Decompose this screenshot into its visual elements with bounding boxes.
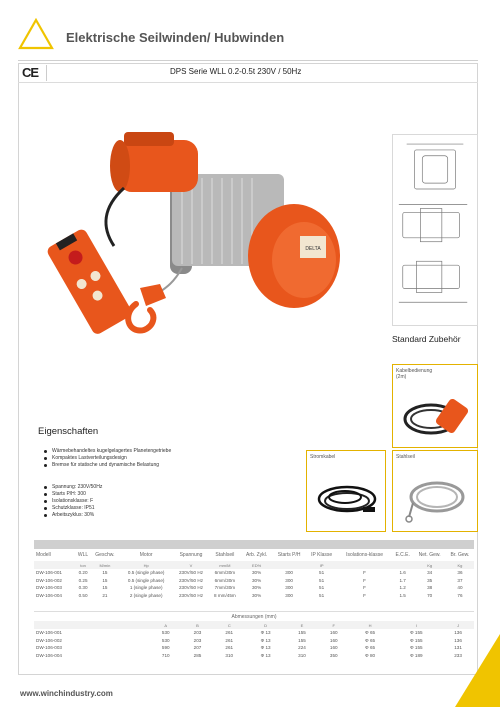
table-header: Modell (36, 552, 51, 558)
table-unit: ton (75, 561, 90, 569)
table-cell: Ф 155 (410, 637, 423, 643)
corner-accent-shape (455, 634, 500, 707)
table-cell: 30% (252, 592, 262, 598)
table-cell: 261 (225, 630, 234, 636)
table-cell: 300 (285, 585, 293, 591)
svg-text:DELTA: DELTA (305, 246, 321, 252)
table-row (34, 584, 474, 592)
table-unit (272, 561, 306, 569)
table-cell: 51 (319, 570, 325, 576)
accessory-steel-rope-label: Stahlseil (396, 454, 415, 460)
specs-table (34, 549, 474, 599)
table-cell: 30% (252, 570, 262, 576)
table-cell: 155 (298, 630, 306, 636)
table-cell: 230V/50 Hz (179, 585, 204, 591)
table-row (34, 577, 474, 585)
table-cell: 590 (161, 645, 170, 651)
table-cell: 136 (454, 630, 462, 636)
accessory-power-cable-label: Stromkabel (310, 454, 336, 460)
dimension-header: H (350, 621, 391, 629)
table-cell: 261 (225, 637, 234, 643)
table-cell: 1 (single phase) (129, 585, 163, 591)
table-cell: DW-106-004 (36, 652, 62, 658)
dimension-header: I (391, 621, 443, 629)
winch-product-image (32, 118, 362, 346)
table-cell: 224 (298, 645, 306, 651)
table-cell: Ф 65 (365, 630, 376, 636)
table-cell: 710 (161, 652, 170, 658)
table-cell: DW-106-003 (36, 585, 62, 591)
table-cell: 0.5 (single phase) (127, 577, 165, 583)
triangle-logo-icon (18, 18, 54, 50)
table-unit: ED% (241, 561, 272, 569)
feature-item: Wärmebehandeltes kugelgelagertes Planetengetriebe (44, 448, 171, 455)
table-cell: 261 (225, 645, 234, 651)
table-cell: 160 (329, 637, 338, 643)
table-cell: 0.30 (78, 585, 88, 591)
table-unit: Kg (446, 561, 474, 569)
table-cell: Ф 80 (365, 652, 376, 658)
table-cell: 15 (102, 585, 108, 591)
table-cell: 310 (298, 652, 306, 658)
table-header-row (34, 549, 474, 561)
table-cell: 30% (252, 577, 262, 583)
title-divider (18, 82, 478, 83)
table-unit: M/min (91, 561, 119, 569)
table-unit (392, 561, 413, 569)
table-cell: DW-106-003 (36, 645, 62, 651)
table-unit: V (173, 561, 209, 569)
steel-rope-image (399, 473, 473, 527)
table-cell: 7mm/30m (214, 585, 236, 591)
table-unit: Kg (413, 561, 446, 569)
table-header: Geschw. (95, 552, 115, 558)
table-cell: Ф 65 (365, 637, 376, 643)
table-cell: 230V/50 Hz (179, 570, 204, 576)
table-cell: Ф 155 (410, 630, 423, 636)
table-cell: Ф 13 (260, 652, 271, 658)
table-cell: Ф 13 (260, 630, 271, 636)
table-unit: mm/M (209, 561, 241, 569)
table-cell: 21 (102, 592, 108, 598)
dimensions-title: Abmessungen (mm) (34, 612, 474, 622)
table-cell: 160 (329, 630, 338, 636)
table-cell: 51 (319, 592, 325, 598)
dimension-header: B (182, 621, 214, 629)
dimension-header: F (318, 621, 350, 629)
dimension-header: A (150, 621, 182, 629)
table-cell: 203 (193, 630, 202, 636)
table-cell: DW-106-001 (36, 630, 62, 636)
table-cell: 15 (102, 570, 108, 576)
dimensions-table (34, 611, 474, 659)
dimension-header: J (442, 621, 474, 629)
table-cell: 207 (193, 645, 202, 651)
feature-item: Kompaktes Lastverteilungsdesign (44, 455, 171, 462)
table-unit: IP (306, 561, 337, 569)
header-divider (18, 60, 478, 61)
feature-item: Bremse für statische und dynamische Belastung (44, 462, 171, 469)
table-header: Motor (139, 552, 153, 558)
table-cell: DW-106-001 (36, 570, 62, 576)
table-cell: DW-106-004 (36, 592, 62, 598)
table-header: IP Klasse (311, 552, 333, 558)
table-cell: 310 (225, 652, 234, 658)
features-title: Eigenschaften (38, 426, 99, 437)
table-cell: DW-106-002 (36, 637, 62, 643)
table-cell: 0.50 (78, 592, 88, 598)
spec-item: Starts P/H: 300 (44, 491, 102, 498)
table-cell: 37 (457, 577, 463, 583)
table-cell: 1.7 (399, 577, 406, 583)
table-cell: 155 (298, 637, 306, 643)
page-header-title: Elektrische Seilwinden/ Hubwinden (66, 30, 285, 45)
accessory-steel-rope-card (392, 450, 478, 532)
dimension-row (34, 652, 474, 660)
dimension-row (34, 644, 474, 652)
table-cell: Ф 65 (365, 645, 376, 651)
table-cell: Ф 155 (410, 645, 423, 651)
table-cell: 230V/50 Hz (179, 592, 204, 598)
table-unit: Hp (119, 561, 173, 569)
table-cell: 300 (285, 577, 293, 583)
table-cell: 30% (252, 585, 262, 591)
table-cell: 160 (329, 645, 338, 651)
table-cell: Ф 189 (410, 652, 423, 658)
standard-accessories-label: Standard Zubehör (392, 334, 461, 344)
table-unit (34, 561, 75, 569)
accessory-remote-cable-label: Kabelbedienung (2m) (396, 368, 433, 380)
product-title: DPS Serie WLL 0.2-0.5t 230V / 50Hz (170, 67, 302, 76)
table-cell: 35 (427, 577, 433, 583)
table-cell: F (363, 585, 366, 591)
table-cell: 530 (161, 637, 170, 643)
table-cell: F (363, 570, 366, 576)
table-cell: 1.6 (399, 570, 406, 576)
remote-cable-image (399, 389, 473, 445)
specs-list (44, 484, 102, 519)
table-cell: 203 (193, 637, 202, 643)
technical-drawing (392, 134, 478, 326)
accessory-remote-cable-card (392, 364, 478, 448)
dimension-header: E (286, 621, 318, 629)
table-cell: 38 (427, 585, 433, 591)
table-cell: 136 (454, 637, 462, 643)
features-list (44, 448, 171, 469)
spec-item: Arbeitszyklus: 30% (44, 512, 102, 519)
table-cell: 40 (457, 585, 463, 591)
table-cell: 8 mm/45m (214, 592, 236, 598)
accessory-power-cable-card (306, 450, 386, 532)
table-cell: 0.5 (single phase) (127, 570, 165, 576)
table-cell: 6mm/30m (214, 570, 236, 576)
spec-item: Schutzklasse: IP51 (44, 505, 102, 512)
table-cell: 300 (285, 570, 293, 576)
table-cell: 131 (454, 645, 462, 651)
table-top-bar (34, 540, 474, 549)
table-row (34, 592, 474, 600)
table-cell: Ф 13 (260, 645, 271, 651)
table-cell: 1.2 (399, 585, 406, 591)
table-header: E.C.E. (395, 552, 410, 558)
table-header: Net. Gew. (418, 552, 441, 558)
table-units-row (34, 561, 474, 569)
table-cell: 350 (329, 652, 338, 658)
table-cell: 0.20 (78, 570, 88, 576)
table-cell: Ф 13 (260, 637, 271, 643)
table-cell: 51 (319, 577, 325, 583)
table-header: Isolations-klasse (346, 552, 384, 558)
table-header: Stahlseil (215, 552, 235, 558)
table-cell: 2 (single phase) (129, 592, 163, 598)
table-cell: 6mm/30m (214, 577, 236, 583)
power-cable-image (311, 473, 383, 527)
dimension-header: C (213, 621, 245, 629)
dimension-header (34, 621, 150, 629)
dimensions-header-row (34, 621, 474, 629)
footer-url: www.winchindustry.com (20, 689, 113, 698)
spec-item: Isolationsklasse: F (44, 498, 102, 505)
table-cell: 70 (427, 592, 433, 598)
table-cell: 285 (193, 652, 202, 658)
dimensions-table-body (34, 629, 474, 659)
table-cell: F (363, 577, 366, 583)
ce-mark: CE (22, 65, 47, 81)
table-header: Br. Gew. (450, 552, 470, 558)
table-unit (337, 561, 392, 569)
table-cell: 1.5 (399, 592, 406, 598)
table-cell: 36 (457, 570, 463, 576)
table-row (34, 569, 474, 577)
table-cell: 0.25 (78, 577, 88, 583)
table-cell: 230V/50 Hz (179, 577, 204, 583)
dimension-header: D (245, 621, 286, 629)
table-cell: 51 (319, 585, 325, 591)
spec-item: Spannung: 230V/50Hz (44, 484, 102, 491)
table-cell: DW-106-002 (36, 577, 62, 583)
table-cell: 76 (457, 592, 463, 598)
table-header: WLL (77, 552, 89, 558)
table-header: Arb. Zykl. (246, 552, 268, 558)
table-cell: 34 (427, 570, 433, 576)
dimension-row (34, 637, 474, 645)
table-cell: 233 (454, 652, 462, 658)
table-header: Starts P/H (277, 552, 301, 558)
table-cell: 300 (285, 592, 293, 598)
table-cell: F (363, 592, 366, 598)
specs-table-body (34, 569, 474, 599)
dimension-row (34, 629, 474, 637)
table-header: Spannung (179, 552, 203, 558)
table-cell: 530 (161, 630, 170, 636)
table-cell: 15 (102, 577, 108, 583)
